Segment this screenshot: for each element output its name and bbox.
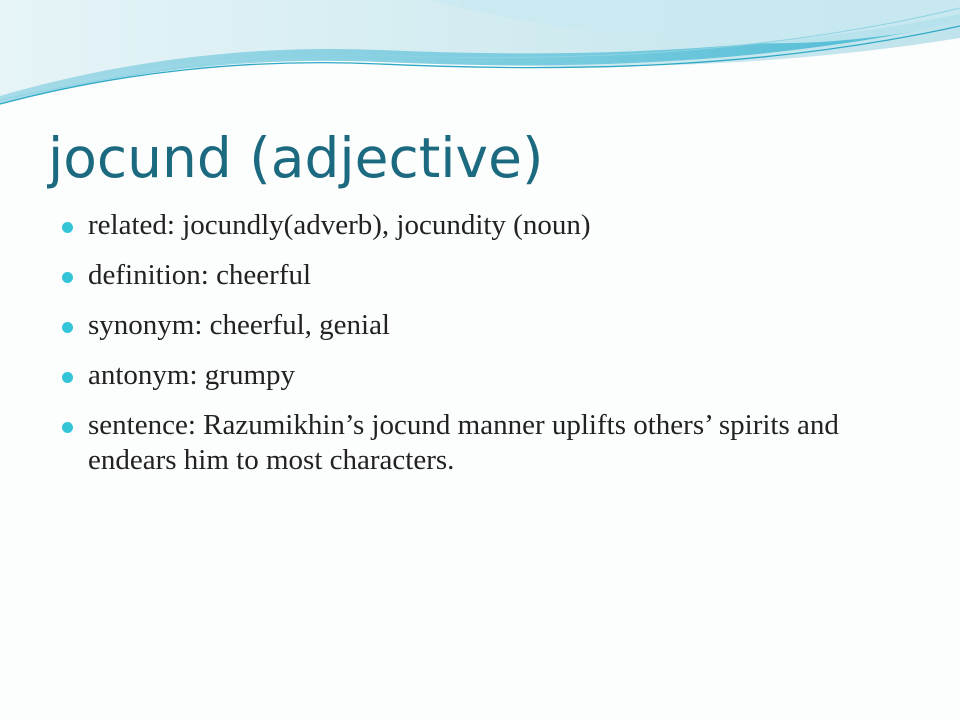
- bullet-dot-icon: [62, 422, 73, 433]
- bullet-item-synonym: [62, 308, 922, 343]
- bullet-item-definition: [62, 258, 922, 293]
- bullet-list: [62, 208, 922, 493]
- bullet-text: related: jocundly(adverb), jocundity (noun): [88, 209, 591, 241]
- bullet-text: antonym: grumpy: [88, 359, 296, 391]
- bullet-dot-icon: [62, 322, 73, 333]
- bullet-text: definition: cheerful: [88, 259, 312, 291]
- bullet-dot-icon: [62, 372, 73, 383]
- bullet-item-related: [62, 208, 922, 243]
- bullet-item-antonym: [62, 358, 922, 393]
- bullet-item-sentence: [62, 408, 922, 478]
- bullet-text: sentence: Razumikhin’s jocund manner uplifts others’ spirits and endears him to most characters.: [88, 409, 839, 476]
- header-wave-decoration: [0, 0, 960, 120]
- slide-title: jocund (adjective): [48, 126, 544, 190]
- bullet-dot-icon: [62, 272, 73, 283]
- bullet-text: synonym: cheerful, genial: [88, 309, 390, 341]
- bullet-dot-icon: [62, 222, 73, 233]
